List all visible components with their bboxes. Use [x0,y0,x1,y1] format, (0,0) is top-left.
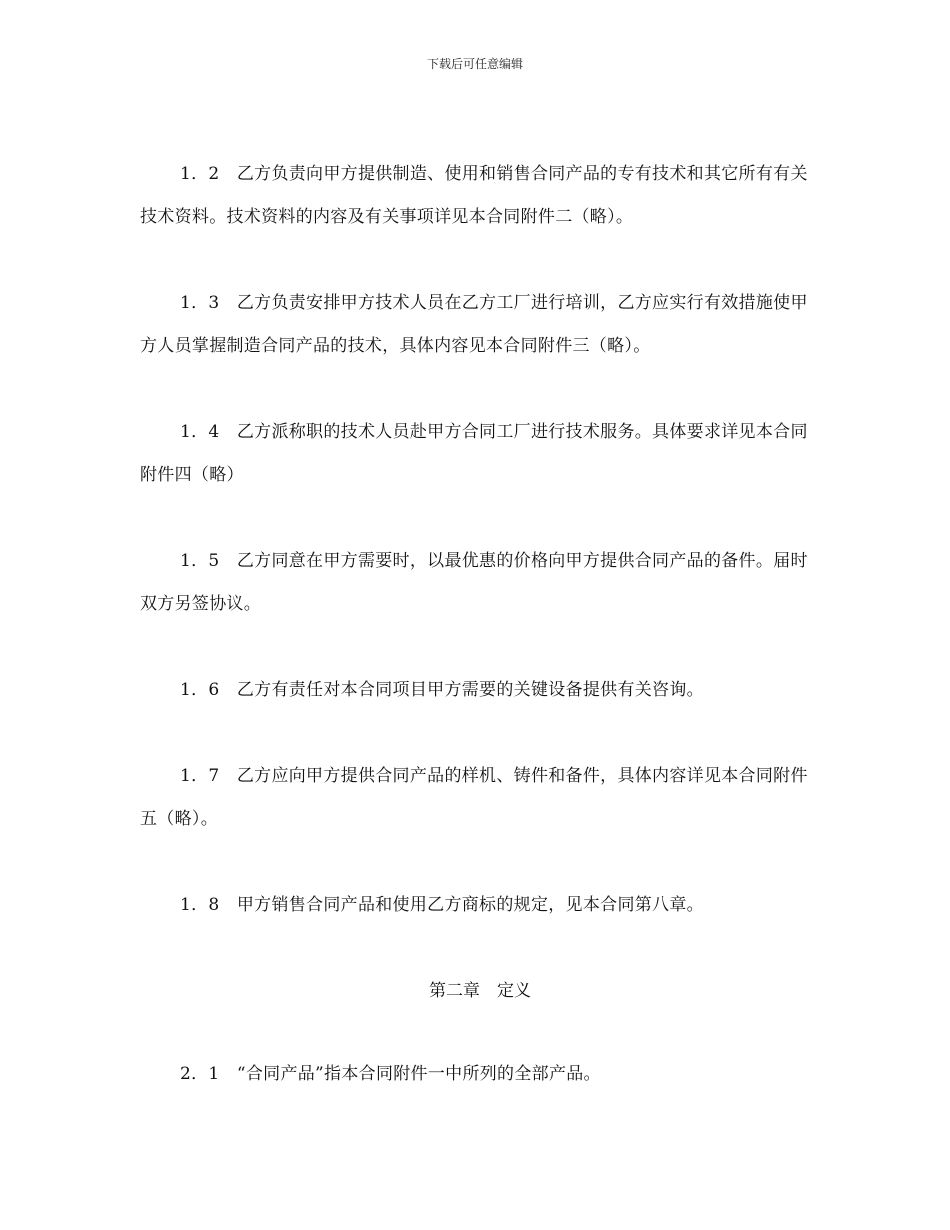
clause-number: 1．5 [180,551,220,571]
clause-text: 乙方负责向甲方提供制造、使用和销售合同产品的专有技术和其它所有有关技术资料。技术资料的内容及有关事项详见本合同附件二（略）。 [140,164,808,227]
clause-text: 乙方负责安排甲方技术人员在乙方工厂进行培训，乙方应实行有效措施使甲方人员掌握制造合同产品的技术，具体内容见本合同附件三（略）。 [140,293,808,356]
page-header: 下载后可任意编辑 [426,57,523,71]
clause-number: 1．8 [180,895,220,915]
clause-number: 1．3 [180,293,220,313]
clause-text: 乙方有责任对本合同项目甲方需要的关键设备提供有关咨询。 [236,680,704,700]
clause-1-3 [140,282,820,368]
clause-1-2 [140,153,820,239]
clause-text: 乙方派称职的技术人员赴甲方合同工厂进行技术服务。具体要求详见本合同附件四（略） [140,422,808,485]
clause-1-4 [140,411,820,497]
clause-1-5 [140,540,820,626]
clause-1-7 [140,755,820,841]
chapter-title: 第二章 定义 [429,981,531,1001]
clause-text: “合同产品”指本合同附件一中所列的全部产品。 [236,1064,601,1084]
clause-number: 1．6 [180,680,220,700]
clause-text: 乙方同意在甲方需要时，以最优惠的价格向甲方提供合同产品的备件。届时双方另签协议。 [140,551,808,614]
clause-number: 2．1 [180,1064,220,1084]
clause-number: 1．7 [180,766,220,786]
document-body [140,153,820,1139]
clause-text: 乙方应向甲方提供合同产品的样机、铸件和备件，具体内容详见本合同附件五（略）。 [140,766,808,829]
clause-2-1 [140,1053,820,1096]
clause-number: 1．2 [180,164,220,184]
clause-1-6 [140,669,820,712]
clause-1-8 [140,884,820,927]
clause-text: 甲方销售合同产品和使用乙方商标的规定，见本合同第八章。 [236,895,704,915]
clause-number: 1．4 [180,422,220,442]
